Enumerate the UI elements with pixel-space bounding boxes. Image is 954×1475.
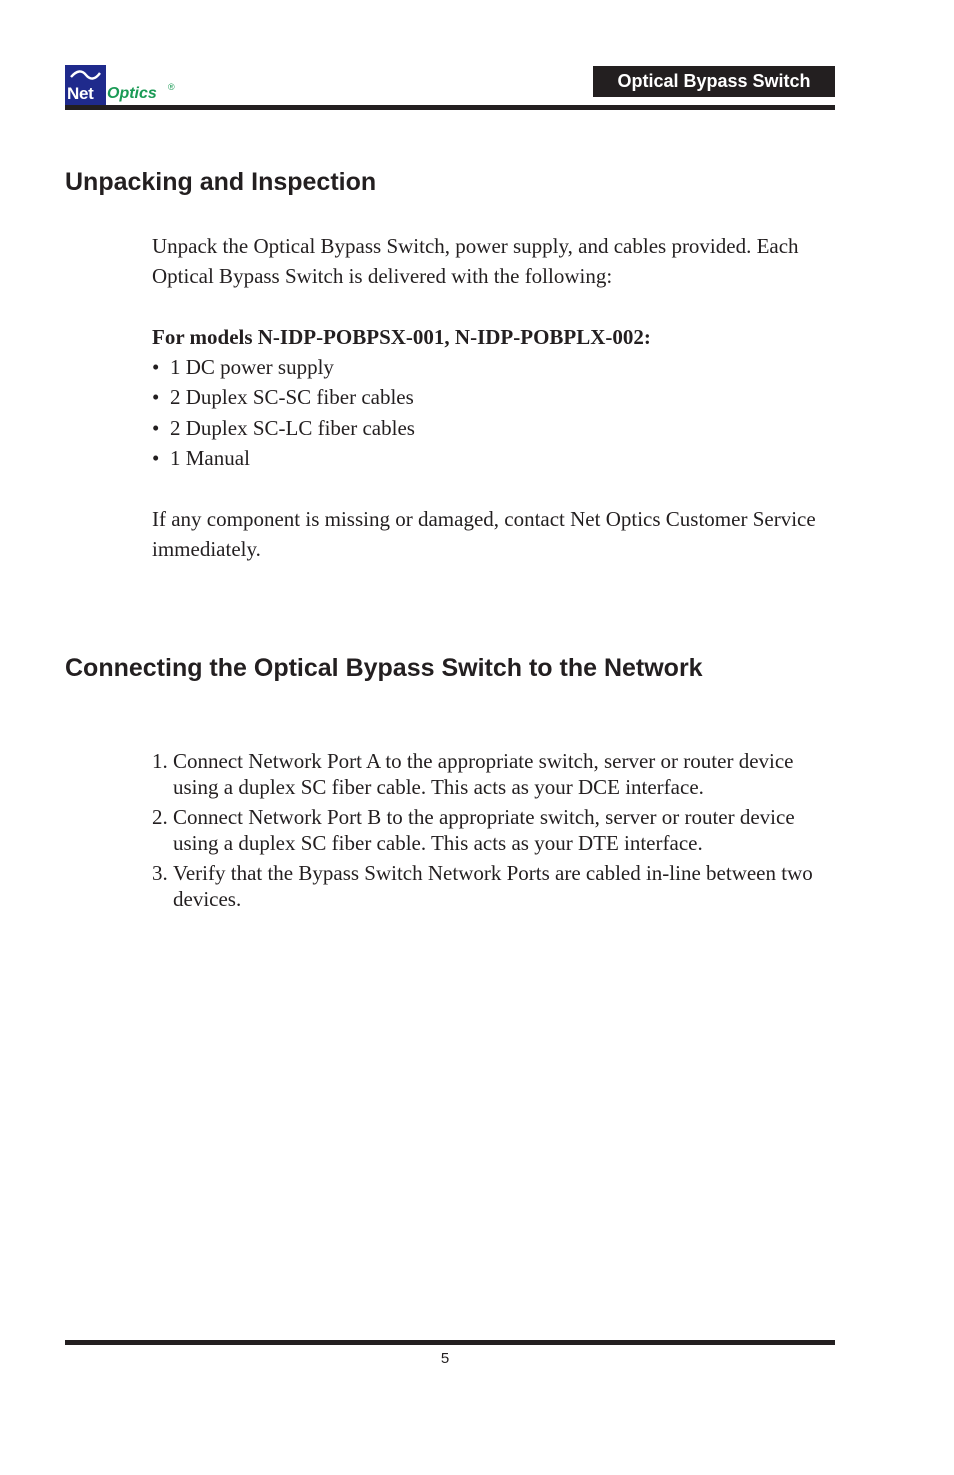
footer-rule [65,1340,835,1345]
missing-component-note: If any component is missing or damaged, contact Net Optics Customer Service immediately. [152,507,816,561]
step-number: 2. [152,805,168,829]
page-number: 5 [440,1350,450,1367]
list-item-text: 2 Duplex SC-LC fiber cables [170,415,415,440]
logo-net-text: Net [67,84,94,103]
intro-paragraph: Unpack the Optical Bypass Switch, power supply, and cables provided. Each Optical Bypass Switch is delivered with the following: [152,234,799,288]
models-label: For models N-IDP-POBPSX-001, N-IDP-POBPLX-002: [152,325,651,349]
section-title-connecting: Connecting the Optical Bypass Switch to the Network [65,654,703,682]
logo-box [65,65,106,105]
net-optics-logo [65,65,185,107]
header-tab: Optical Bypass Switch [593,66,835,97]
logo-optics-text: Optics [107,85,157,102]
section-title-unpacking: Unpacking and Inspection [65,168,377,196]
list-item [152,413,842,443]
step-text: Verify that the Bypass Switch Network Ports are cabled in-line between two devices. [173,861,813,911]
step-text: Connect Network Port A to the appropriate switch, server or router device using a duplex SC fiber cable. This acts as your DCE interface. [173,749,794,799]
step-number: 3. [152,861,168,885]
bullet: • [152,385,160,410]
step-item [152,804,842,856]
list-item-text: 1 DC power supply [170,355,334,379]
bullet: • [152,415,160,440]
list-item-text: 2 Duplex SC-SC fiber cables [170,385,414,410]
bullet: • [152,355,160,379]
list-item-text: 1 Manual [170,445,250,470]
step-text: Connect Network Port B to the appropriate switch, server or router device using a duplex SC fiber cable. This acts as your DTE interface. [173,805,795,855]
step-number: 1. [152,749,168,773]
header-rule [65,105,835,110]
wave-icon [70,69,101,81]
step-item [152,860,842,912]
connection-steps-list [152,748,842,916]
registered-mark: ® [168,82,175,92]
package-contents-list [152,352,842,473]
list-item [152,443,842,473]
list-item [152,352,842,382]
step-item [152,748,842,800]
bullet: • [152,445,160,470]
list-item [152,382,842,412]
